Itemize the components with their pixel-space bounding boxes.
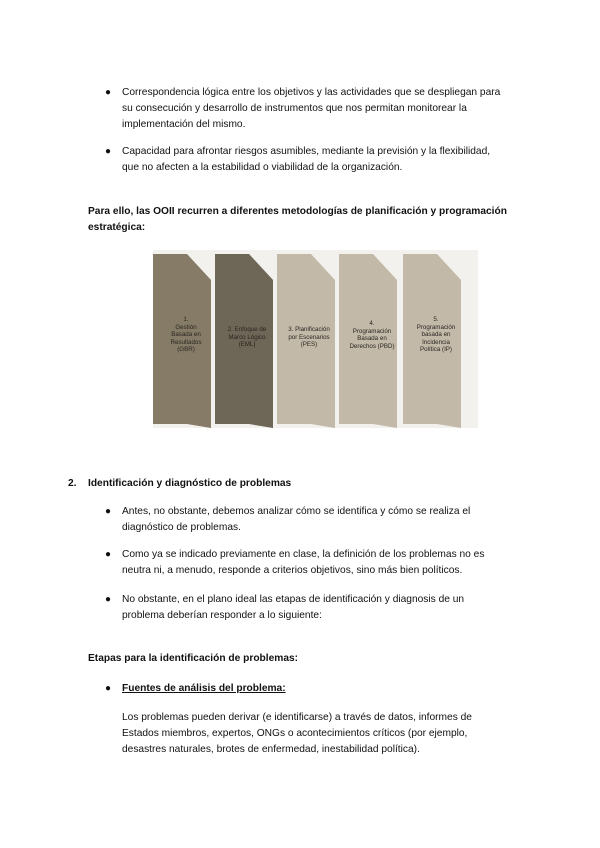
bullet-dot: ● (105, 549, 112, 560)
section-title: Identificación y diagnóstico de problemas (88, 478, 292, 489)
bullet-text: Antes, no obstante, debemos analizar cómo se identifica y cómo se realiza el diagnóstico de problemas. (122, 506, 471, 533)
bullet-dot: ● (105, 506, 112, 517)
chevron-label-pbd: 4. Programación Basada en Derechos (PBD) (349, 320, 395, 350)
chevron-label-eml: 2. Enfoque de Marco Lógico (EML) (227, 326, 267, 348)
section-number: 2. (68, 478, 77, 489)
bullet-dot: ● (105, 87, 112, 98)
bullet-dot: ● (105, 594, 112, 605)
etapas-heading: Etapas para la identificación de problemas: (88, 653, 299, 664)
bullet-text: Correspondencia lógica entre los objetivos y las actividades que se despliegan para su consecución y desarrollo de instrumentos que nos permitan monitorear la implementación del mismo. (122, 87, 501, 130)
fuentes-body: Los problemas pueden derivar (e identificarse) a través de datos, informes de Estados miembros, expertos, ONGs o acontecimientos críticos (por ejemplo, desastres naturales, brotes de enfermedad, inestabilidad política). (122, 712, 472, 755)
fuentes-title: Fuentes de análisis del problema: (122, 683, 286, 694)
chevron-label-pes: 3. Planificación por Escenarios (PES) (288, 326, 330, 348)
bullet-text: Como ya se indicado previamente en clase, la definición de los problemas no es neutra ni, a menudo, responde a criterios objetivos, sino más bien políticos. (122, 549, 485, 576)
chevron-label-gbr: 1. Gestión Basada en Resultados (GBR) (170, 316, 202, 353)
bullet-text: Capacidad para afrontar riesgos asumibles, mediante la previsión y la flexibilidad, que no afecten a la estabilidad o viabilidad de la organización. (122, 146, 491, 173)
bullet-dot: ● (105, 683, 112, 694)
chevron-label-ip: 5. Programación basada en Incidencia Política (IP) (416, 316, 456, 353)
bullet-text: No obstante, en el plano ideal las etapas de identificación y diagnosis de un problema deberían responder a lo siguiente: (122, 594, 465, 621)
bullet-dot: ● (105, 146, 112, 157)
intro-paragraph: Para ello, las OOII recurren a diferentes metodologías de planificación y programación estratégica: (88, 206, 507, 233)
